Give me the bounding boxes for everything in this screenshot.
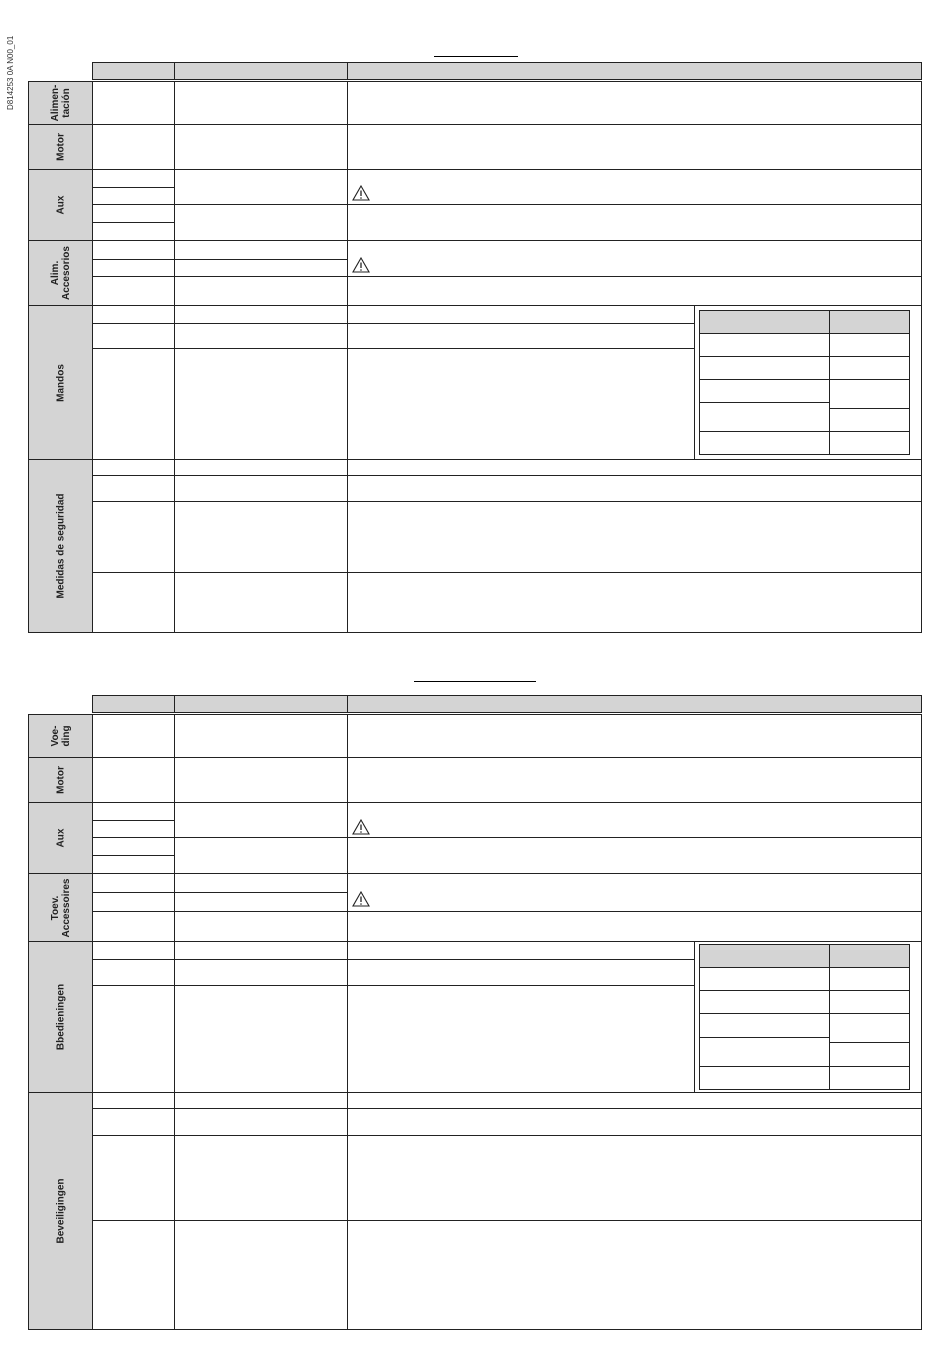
section-label-controls: Bbedieningen bbox=[28, 941, 93, 1093]
section-label-accessories: Toev. Accessoires bbox=[28, 873, 93, 942]
header-cell bbox=[174, 695, 348, 713]
section-label-power: Alimen- tación bbox=[28, 81, 93, 125]
section-label-motor: Motor bbox=[28, 124, 93, 170]
section-label-motor: Motor bbox=[28, 757, 93, 803]
section-accessories bbox=[28, 240, 922, 306]
section-safety bbox=[28, 1092, 922, 1330]
section-power bbox=[28, 714, 922, 758]
section-label-safety: Beveiligingen bbox=[28, 1092, 93, 1330]
section-aux bbox=[28, 169, 922, 241]
section-accessories bbox=[28, 873, 922, 942]
section-motor bbox=[28, 124, 922, 170]
section-motor bbox=[28, 757, 922, 803]
table-title-underline bbox=[414, 681, 536, 682]
header-cell bbox=[174, 62, 348, 80]
section-power bbox=[28, 81, 922, 125]
warning-icon bbox=[352, 819, 370, 835]
warning-icon bbox=[352, 891, 370, 907]
section-label-controls: Mandos bbox=[28, 305, 93, 460]
warning-icon bbox=[352, 185, 370, 201]
header-cell bbox=[347, 695, 922, 713]
table-title-underline bbox=[434, 56, 518, 57]
document-code: D814253 0A N00_01 bbox=[6, 35, 15, 110]
section-label-accessories: Alim. Accesorios bbox=[28, 240, 93, 306]
header-cell bbox=[347, 62, 922, 80]
header-cell bbox=[92, 62, 175, 80]
section-label-aux: Aux bbox=[28, 802, 93, 874]
section-aux bbox=[28, 802, 922, 874]
header-cell bbox=[92, 695, 175, 713]
section-label-power: Voe- ding bbox=[28, 714, 93, 758]
warning-icon bbox=[352, 257, 370, 273]
section-safety bbox=[28, 459, 922, 633]
section-label-safety: Medidas de seguridad bbox=[28, 459, 93, 633]
section-label-aux: Aux bbox=[28, 169, 93, 241]
